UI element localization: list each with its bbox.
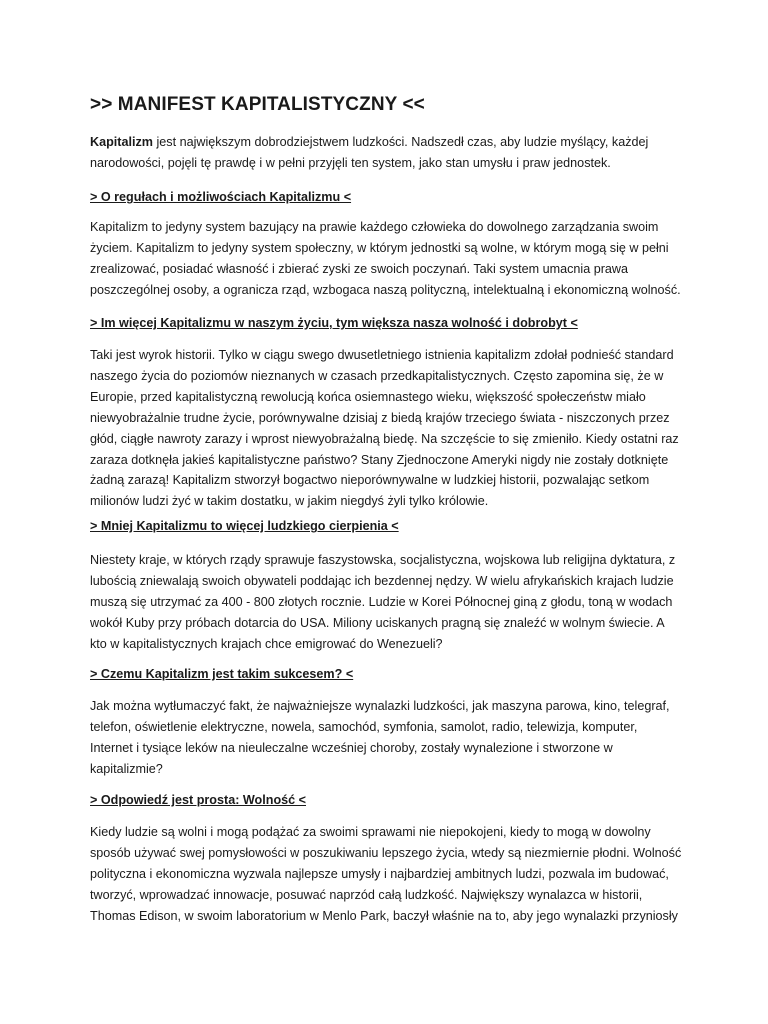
section-heading-why-success: > Czemu Kapitalizm jest takim sukcesem? < <box>90 667 354 681</box>
paragraph-line: Internet i tysiące leków na nieuleczalne wcześniej choroby, zostały wynalezione i stworzone w <box>90 740 613 755</box>
section-paragraph-rules <box>90 217 690 301</box>
paragraph-line: milionów ludzi żyć w takim dostatku, w jakim niegdyś żyli tylko królowie. <box>90 494 489 509</box>
paragraph-line: polityczna i ekonomiczna wyzwala najlepsze umysły i najbardziej ambitnych ludzi, pozwala im budować, <box>90 866 669 881</box>
section-paragraph-less-capitalism <box>90 550 690 655</box>
paragraph-line: Europie, przed kapitalistyczną rewolucją końca osiemnastego wieku, większość społeczeństw miało <box>90 389 646 404</box>
intro-bold-word: Kapitalizm <box>90 135 153 149</box>
paragraph-line: telefon, oświetlenie elektryczne, nowela, samochód, symfonia, samolot, radio, telewizja, komputer, <box>90 719 638 734</box>
paragraph-line: kto w kapitalistycznych krajach chce emigrować do Wenezueli? <box>90 636 443 651</box>
document-title: >> MANIFEST KAPITALISTYCZNY << <box>90 94 425 115</box>
section-paragraph-more-capitalism <box>90 345 690 512</box>
paragraph-line: Jak można wytłumaczyć fakt, że najważniejsze wynalazki ludzkości, jak maszyna parowa, kino, telegraf, <box>90 699 670 713</box>
section-paragraph-why-success <box>90 696 690 780</box>
paragraph-line: Kapitalizm to jedyny system bazujący na prawie każdego człowieka do dowolnego zarządzania swoim <box>90 220 659 234</box>
paragraph-line: poszczególnej osoby, a ogranicza rząd, wzbogaca naszą polityczną, intelektualną i ekonomiczną wolność. <box>90 282 681 297</box>
section-paragraph-answer-freedom <box>90 822 690 927</box>
paragraph-line: lubością zniewalają swoich obywateli poddając ich bezdennej nędzy. W wielu afrykańskich krajach ludzie <box>90 573 674 588</box>
paragraph-line: Niestety kraje, w których rządy sprawuje faszystowska, socjalistyczna, wojskowa lub religijna dyktatura, z <box>90 553 676 567</box>
paragraph-line: naszego życia do poziomów nieznanych w czasach przedkapitalistycznych. Często zapomina się, że w <box>90 368 664 383</box>
section-heading-more-capitalism: > Im więcej Kapitalizmu w naszym życiu, tym większa nasza wolność i dobrobyt < <box>90 316 578 330</box>
paragraph-line: tworzyć, wprowadzać innowacje, posuwać naprzód całą ludzkość. Największy wynalazca w historii, <box>90 887 643 902</box>
paragraph-line: Thomas Edison, w swoim laboratorium w Menlo Park, baczył właśnie na to, aby jego wynalazki przyniosły <box>90 908 678 923</box>
section-heading-less-capitalism: > Mniej Kapitalizmu to więcej ludzkiego cierpienia < <box>90 519 399 533</box>
intro-paragraph <box>90 132 690 174</box>
intro-line-2: narodowości, pojęli tę prawdę i w pełni przyjęli ten system, jako stan umysłu i praw jednostek. <box>90 155 611 170</box>
paragraph-line: niewyobrażalnie trudne życie, porównywalne dzisiaj z biedą krajów trzeciego świata - niszczonych przez <box>90 410 670 425</box>
paragraph-line: życiem. Kapitalizm to jedyny system społeczny, w którym jednostki są wolne, w którym mogą się w pełni <box>90 240 669 255</box>
paragraph-line: Taki jest wyrok historii. Tylko w ciągu swego dwusetletniego istnienia kapitalizm zdołał podnieść standard <box>90 348 674 362</box>
section-heading-answer-freedom: > Odpowiedź jest prosta: Wolność < <box>90 793 306 807</box>
paragraph-line: sposób używać swej pomysłowości w poszukiwaniu lepszego życia, wtedy są niezmiernie płodni. Wolność <box>90 845 682 860</box>
paragraph-line: wokół Kuby przy próbach dotarcia do USA. Miliony uciskanych pragną się znaleźć w wolnym świecie. A <box>90 615 665 630</box>
intro-line-1-text: jest największym dobrodziejstwem ludzkości. Nadszedł czas, aby ludzie myślący, każdej <box>152 135 649 149</box>
paragraph-line: zaraza dotknęła jakieś kapitalistyczne państwo? Stany Zjednoczone Ameryki nigdy nie zostały dotknięte <box>90 452 669 467</box>
paragraph-line: Kiedy ludzie są wolni i mogą podążać za swoimi sprawami nie niepokojeni, kiedy to mogą w dowolny <box>90 825 651 839</box>
intro-line-1 <box>90 132 690 153</box>
paragraph-line: kapitalizmie? <box>90 761 163 776</box>
paragraph-line: muszą się utrzymać za 400 - 800 złotych rocznie. Ludzie w Korei Północnej giną z głodu, toną w wodach <box>90 594 673 609</box>
paragraph-line: żadną zarazą! Kapitalizm stworzył bogactwo nieporównywalne w ludzkiej historii, pozwalając setkom <box>90 473 650 488</box>
paragraph-line: zrealizować, posiadać własność i zbierać zyski ze swoich poczynań. Taki system umacnia prawa <box>90 261 629 276</box>
section-heading-rules: > O regułach i możliwościach Kapitalizmu < <box>90 190 352 204</box>
paragraph-line: głód, ciągłe nawroty zarazy i wprost niewyobrażalną biedę. Na szczęście to się zmieniło. Kiedy ostatni raz <box>90 431 679 446</box>
